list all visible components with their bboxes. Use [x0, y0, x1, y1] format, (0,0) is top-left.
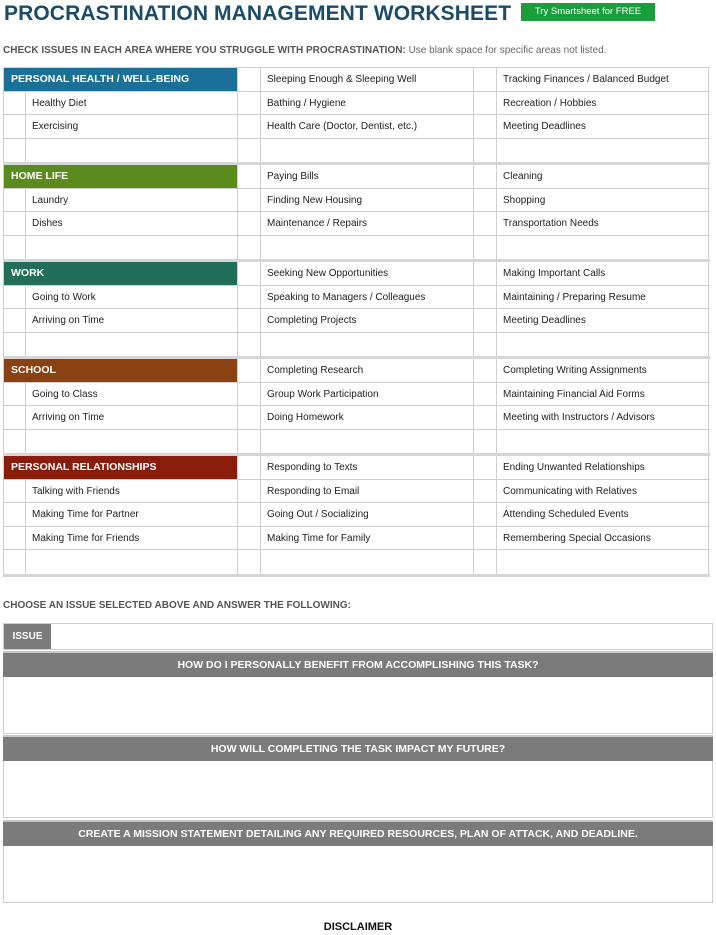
checkbox[interactable]: [238, 333, 261, 357]
checkbox[interactable]: [474, 286, 497, 309]
issue-item: Shopping: [497, 189, 709, 212]
issue-row: [3, 623, 713, 650]
checkbox[interactable]: [3, 139, 26, 163]
issue-item: [261, 333, 474, 357]
checkbox[interactable]: [3, 92, 26, 115]
checkbox[interactable]: [238, 236, 261, 260]
checklist-row: [3, 68, 710, 92]
category-group: [3, 162, 710, 259]
checkbox[interactable]: [238, 359, 261, 382]
issue-item: Arriving on Time: [26, 309, 238, 332]
checkbox[interactable]: [238, 115, 261, 138]
checkbox[interactable]: [474, 550, 497, 574]
checkbox[interactable]: [474, 139, 497, 163]
checklist-row: [3, 165, 710, 189]
checkbox[interactable]: [3, 286, 26, 309]
checkbox[interactable]: [238, 430, 261, 454]
issue-item: [497, 139, 709, 163]
question-mission-statement: [3, 820, 713, 903]
issue-item: Attending Scheduled Events: [497, 503, 709, 526]
category-header: PERSONAL HEALTH / WELL-BEING: [3, 68, 238, 91]
checkbox[interactable]: [474, 92, 497, 115]
checklist-row: [3, 92, 710, 116]
issue-item: Exercising: [26, 115, 238, 138]
issue-item: Ending Unwanted Relationships: [497, 456, 709, 479]
issue-item: [261, 139, 474, 163]
issue-item: Transportation Needs: [497, 212, 709, 235]
category-group: [3, 453, 710, 577]
checkbox[interactable]: [238, 165, 261, 188]
issue-item: Tracking Finances / Balanced Budget: [497, 68, 709, 91]
checkbox[interactable]: [474, 527, 497, 550]
issue-item: Completing Research: [261, 359, 474, 382]
checkbox[interactable]: [238, 309, 261, 332]
question-header: CREATE A MISSION STATEMENT DETAILING ANY REQUIRED RESOURCES, PLAN OF ATTACK, AND DEADLINE.: [3, 820, 713, 846]
checkbox[interactable]: [238, 503, 261, 526]
issue-item: Talking with Friends: [26, 480, 238, 503]
issue-item: Healthy Diet: [26, 92, 238, 115]
checkbox[interactable]: [238, 550, 261, 574]
issue-item: Meeting with Instructors / Advisors: [497, 406, 709, 429]
checkbox[interactable]: [238, 139, 261, 163]
checkbox[interactable]: [238, 286, 261, 309]
issue-item: Recreation / Hobbies: [497, 92, 709, 115]
checklist-row: [3, 383, 710, 407]
checkbox[interactable]: [238, 406, 261, 429]
issue-item: Group Work Participation: [261, 383, 474, 406]
checklist-row: [3, 430, 710, 454]
checklist-row: [3, 262, 710, 286]
checkbox[interactable]: [3, 383, 26, 406]
issue-item: Going to Class: [26, 383, 238, 406]
issue-label: ISSUE: [4, 624, 51, 649]
try-smartsheet-button[interactable]: Try Smartsheet for FREE: [521, 3, 655, 21]
issue-item: [497, 430, 709, 454]
issue-item: Maintenance / Repairs: [261, 212, 474, 235]
checkbox[interactable]: [474, 262, 497, 285]
checkbox[interactable]: [474, 236, 497, 260]
issue-item: Sleeping Enough & Sleeping Well: [261, 68, 474, 91]
issue-item: [497, 550, 709, 574]
issue-item: Speaking to Managers / Colleagues: [261, 286, 474, 309]
checkbox[interactable]: [238, 212, 261, 235]
issue-item: Laundry: [26, 189, 238, 212]
checkbox[interactable]: [3, 550, 26, 574]
checkbox[interactable]: [474, 309, 497, 332]
checkbox[interactable]: [474, 189, 497, 212]
issue-item: Making Time for Family: [261, 527, 474, 550]
question-future-impact: [3, 735, 713, 818]
issue-item: Meeting Deadlines: [497, 115, 709, 138]
checkbox[interactable]: [3, 189, 26, 212]
issue-item: Going Out / Socializing: [261, 503, 474, 526]
checkbox[interactable]: [474, 383, 497, 406]
checkbox[interactable]: [3, 480, 26, 503]
checkbox[interactable]: [3, 115, 26, 138]
checkbox[interactable]: [3, 503, 26, 526]
checkbox[interactable]: [238, 456, 261, 479]
checkbox[interactable]: [238, 189, 261, 212]
issue-item: Communicating with Relatives: [497, 480, 709, 503]
issue-item: [26, 550, 238, 574]
issue-item: Cleaning: [497, 165, 709, 188]
checkbox[interactable]: [474, 68, 497, 91]
category-group: [3, 356, 710, 453]
issue-item: [497, 236, 709, 260]
instructions: [3, 45, 606, 56]
answer-field[interactable]: [3, 761, 713, 818]
section2-label: CHOOSE AN ISSUE SELECTED ABOVE AND ANSWER THE FOLLOWING:: [3, 600, 351, 611]
category-group: [3, 259, 710, 356]
issue-item: Going to Work: [26, 286, 238, 309]
instructions-bold: CHECK ISSUES IN EACH AREA WHERE YOU STRUGGLE WITH PROCRASTINATION:: [3, 45, 406, 56]
checklist-row: [3, 406, 710, 430]
issue-item: Making Time for Partner: [26, 503, 238, 526]
answer-field[interactable]: [3, 677, 713, 734]
checkbox[interactable]: [238, 92, 261, 115]
checklist-row: [3, 550, 710, 574]
category-header: SCHOOL: [3, 359, 238, 382]
answer-field[interactable]: [3, 846, 713, 903]
issue-item: Dishes: [26, 212, 238, 235]
issue-item: Remembering Special Occasions: [497, 527, 709, 550]
disclaimer-link[interactable]: DISCLAIMER: [323, 921, 393, 933]
issue-item: Maintaining Financial Aid Forms: [497, 383, 709, 406]
checkbox[interactable]: [238, 480, 261, 503]
checklist-row: [3, 456, 710, 480]
checkbox[interactable]: [3, 236, 26, 260]
checklist-row: [3, 139, 710, 163]
checkbox[interactable]: [238, 262, 261, 285]
checklist-row: [3, 286, 710, 310]
checklist-row: [3, 189, 710, 213]
issue-item: Responding to Texts: [261, 456, 474, 479]
checklist-row: [3, 480, 710, 504]
category-group: [3, 67, 710, 162]
issue-item: Maintaining / Preparing Resume: [497, 286, 709, 309]
checklist-row: [3, 333, 710, 357]
checklist-row: [3, 359, 710, 383]
checklist-row: [3, 212, 710, 236]
checkbox[interactable]: [238, 68, 261, 91]
issue-item: Finding New Housing: [261, 189, 474, 212]
issue-item: Health Care (Doctor, Dentist, etc.): [261, 115, 474, 138]
category-header: WORK: [3, 262, 238, 285]
issue-item: Completing Projects: [261, 309, 474, 332]
question-header: HOW DO I PERSONALLY BENEFIT FROM ACCOMPLISHING THIS TASK?: [3, 651, 713, 677]
checkbox[interactable]: [474, 333, 497, 357]
checkbox[interactable]: [474, 115, 497, 138]
issue-item: [261, 550, 474, 574]
checkbox[interactable]: [3, 527, 26, 550]
issue-item: [261, 430, 474, 454]
issue-item: Bathing / Hygiene: [261, 92, 474, 115]
instructions-normal: Use blank space for specific areas not listed.: [408, 45, 607, 56]
question-benefit: [3, 651, 713, 734]
issue-item: Completing Writing Assignments: [497, 359, 709, 382]
checklist-row: [3, 115, 710, 139]
checkbox[interactable]: [3, 212, 26, 235]
issue-item: Paying Bills: [261, 165, 474, 188]
checkbox[interactable]: [474, 503, 497, 526]
issue-item: [26, 430, 238, 454]
issue-item: [26, 236, 238, 260]
checkbox[interactable]: [474, 212, 497, 235]
checkbox[interactable]: [3, 406, 26, 429]
checklist-row: [3, 236, 710, 260]
page-title: PROCRASTINATION MANAGEMENT WORKSHEET: [4, 2, 512, 25]
checkbox[interactable]: [474, 480, 497, 503]
issue-item: [261, 236, 474, 260]
issue-item: Meeting Deadlines: [497, 309, 709, 332]
category-header: HOME LIFE: [3, 165, 238, 188]
checkbox[interactable]: [3, 309, 26, 332]
checkbox[interactable]: [238, 383, 261, 406]
checkbox[interactable]: [474, 406, 497, 429]
checklist-row: [3, 309, 710, 333]
issue-item: Doing Homework: [261, 406, 474, 429]
checkbox[interactable]: [238, 527, 261, 550]
checkbox[interactable]: [474, 165, 497, 188]
checkbox[interactable]: [474, 359, 497, 382]
checkbox[interactable]: [474, 430, 497, 454]
issue-item: Making Important Calls: [497, 262, 709, 285]
issue-item: Seeking New Opportunities: [261, 262, 474, 285]
issue-item: Responding to Email: [261, 480, 474, 503]
checkbox[interactable]: [3, 430, 26, 454]
question-header: HOW WILL COMPLETING THE TASK IMPACT MY FUTURE?: [3, 735, 713, 761]
issue-checklist: [3, 67, 710, 577]
issue-item: [497, 333, 709, 357]
checklist-row: [3, 503, 710, 527]
issue-item: Arriving on Time: [26, 406, 238, 429]
checkbox[interactable]: [3, 333, 26, 357]
checklist-row: [3, 527, 710, 551]
issue-item: [26, 333, 238, 357]
category-header: PERSONAL RELATIONSHIPS: [3, 456, 238, 479]
checkbox[interactable]: [474, 456, 497, 479]
issue-item: [26, 139, 238, 163]
issue-input[interactable]: [51, 624, 712, 649]
issue-item: Making Time for Friends: [26, 527, 238, 550]
